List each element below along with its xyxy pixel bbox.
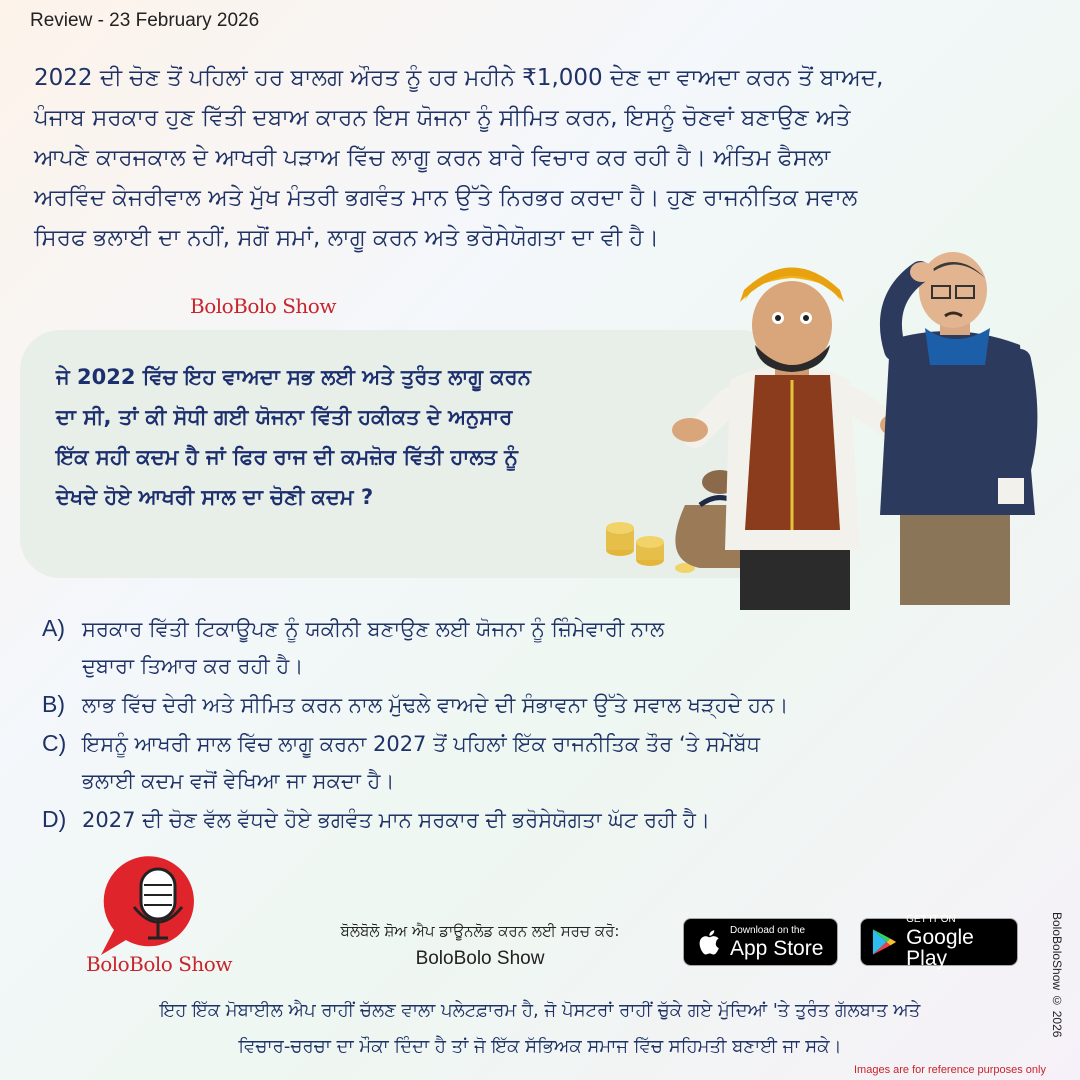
option-d[interactable] <box>42 801 1002 839</box>
question-line: ਦਾ ਸੀ, ਤਾਂ ਕੀ ਸੋਧੀ ਗਈ ਯੋਜਨਾ ਵਿੱਤੀ ਹਕੀਕਤ ਦੇ ਅਨੁਸਾਰ <box>56 405 513 429</box>
option-letter: D) <box>42 806 67 832</box>
option-text: 2027 ਦੀ ਚੋਣ ਵੱਲ ਵੱਧਦੇ ਹੋਏ ਭਗਵੰਤ ਮਾਨ ਸਰਕਾਰ ਦੀ ਭਰੋਸੇਯੋਗਤਾ ਘੱਟ ਰਹੀ ਹੈ। <box>82 808 711 832</box>
question-text <box>56 357 676 517</box>
question-line: ਦੇਖਦੇ ਹੋਏ ਆਖਰੀ ਸਾਲ ਦਾ ਚੋਣੀ ਕਦਮ ? <box>56 485 374 509</box>
search-instruction: ਬੋਲੋਬੋਲੋ ਸ਼ੋਅ ਐਪ ਡਾਊਨਲੋਡ ਕਰਨ ਲਈ ਸਰਚ ਕਰੋ: <box>340 922 620 940</box>
intro-line: 2022 ਦੀ ਚੋਣ ਤੋਂ ਪਹਿਲਾਂ ਹਰ ਬਾਲਗ ਔਰਤ ਨੂੰ ਹਰ ਮਹੀਨੇ ₹1,000 ਦੇਣ ਦਾ ਵਾਅਦਾ ਕਰਨ ਤੋਂ ਬਾਅਦ, <box>34 65 884 91</box>
image-disclaimer: Images are for reference purposes only <box>854 1064 1046 1076</box>
question-line: ਇੱਕ ਸਹੀ ਕਦਮ ਹੈ ਜਾਂ ਫਿਰ ਰਾਜ ਦੀ ਕਮਜ਼ੋਰ ਵਿੱਤੀ ਹਾਲਤ ਨੂੰ <box>56 445 518 469</box>
search-term: BoloBolo Show <box>415 948 545 969</box>
copyright-notice: BoloBoloShow © 2026 <box>1050 912 1064 1038</box>
option-letter: C) <box>42 730 67 756</box>
option-text: ਇਸਨੂੰ ਆਖਰੀ ਸਾਲ ਵਿੱਚ ਲਾਗੂ ਕਰਨਾ 2027 ਤੋਂ ਪਹਿਲਾਂ ਇੱਕ ਰਾਜਨੀਤਿਕ ਤੌਰ ‘ਤੇ ਸਮੇਂਬੱਧ <box>82 732 760 756</box>
google-play-icon <box>871 927 898 957</box>
footer-line: ਇਹ ਇੱਕ ਮੋਬਾਈਲ ਐਪ ਰਾਹੀਂ ਚੱਲਣ ਵਾਲਾ ਪਲੇਟਫ਼ਾਰਮ ਹੈ, ਜੋ ਪੋਸਟਰਾਂ ਰਾਹੀਂ ਚੁੱਕੇ ਗਏ ਮੁੱਦਿਆਂ 'ਤੇ ਤੁਰੰਤ ਗੱਲਬਾਤ ਅਤੇ <box>159 1000 921 1021</box>
option-c[interactable] <box>42 725 1002 800</box>
google-play-label: Google Play <box>906 926 974 970</box>
intro-paragraph <box>34 58 1049 258</box>
logo-wordmark: BoloBolo Show <box>86 952 232 976</box>
option-letter: A) <box>42 615 65 641</box>
option-b[interactable] <box>42 686 1002 724</box>
brand-tag: BoloBolo Show <box>190 294 336 318</box>
option-text-cont: ਦੁਬਾਰਾ ਤਿਆਰ ਕਰ ਰਹੀ ਹੈ। <box>82 654 304 678</box>
option-text-cont: ਭਲਾਈ ਕਦਮ ਵਜੋਂ ਵੇਖਿਆ ਜਾ ਸਕਦਾ ਹੈ। <box>82 769 395 793</box>
caricature-illustration <box>590 250 1060 610</box>
question-line: ਜੇ 2022 ਵਿੱਚ ਇਹ ਵਾਅਦਾ ਸਭ ਲਈ ਅਤੇ ਤੁਰੰਤ ਲਾਗੂ ਕਰਨ <box>56 365 531 389</box>
post-date: Review - 23 February 2026 <box>30 10 260 31</box>
platform-description <box>70 993 1010 1065</box>
intro-line: ਆਪਣੇ ਕਾਰਜਕਾਲ ਦੇ ਆਖਰੀ ਪੜਾਅ ਵਿੱਚ ਲਾਗੂ ਕਰਨ ਬਾਰੇ ਵਿਚਾਰ ਕਰ ਰਹੀ ਹੈ। ਅੰਤਿਮ ਫੈਸਲਾ <box>34 145 831 171</box>
footer-line: ਵਿਚਾਰ-ਚਰਚਾ ਦਾ ਮੌਕਾ ਦਿੰਦਾ ਹੈ ਤਾਂ ਜੋ ਇੱਕ ਸੱਭਿਅਕ ਸਮਾਜ ਵਿੱਚ ਸਹਿਮਤੀ ਬਣਾਈ ਜਾ ਸਕੇ। <box>238 1036 842 1057</box>
intro-line: ਅਰਵਿੰਦ ਕੇਜਰੀਵਾਲ ਅਤੇ ਮੁੱਖ ਮੰਤਰੀ ਭਗਵੰਤ ਮਾਨ ਉੱਤੇ ਨਿਰਭਰ ਕਰਦਾ ਹੈ। ਹੁਣ ਰਾਜਨੀਤਿਕ ਸਵਾਲ <box>34 185 858 211</box>
app-store-small-label: Download on the <box>730 924 806 936</box>
answer-options <box>42 610 1002 840</box>
figure-right <box>880 252 1035 605</box>
google-play-button[interactable] <box>860 914 1018 970</box>
apple-icon <box>696 927 722 957</box>
option-a[interactable] <box>42 610 1002 685</box>
option-letter: B) <box>42 691 65 717</box>
intro-line: ਪੰਜਾਬ ਸਰਕਾਰ ਹੁਣ ਵਿੱਤੀ ਦਬਾਅ ਕਾਰਨ ਇਸ ਯੋਜਨਾ ਨੂੰ ਸੀਮਿਤ ਕਰਨ, ਇਸਨੂੰ ਚੋਣਵਾਂ ਬਣਾਉਣ ਅਤੇ <box>34 105 851 131</box>
google-play-small-label: GET IT ON <box>906 914 956 925</box>
intro-line: ਸਿਰਫ ਭਲਾਈ ਦਾ ਨਹੀਂ, ਸਗੋਂ ਸਮਾਂ, ਲਾਗੂ ਕਰਨ ਅਤੇ ਭਰੋਸੇਯੋਗਤਾ ਦਾ ਵੀ ਹੈ। <box>34 225 660 251</box>
app-store-button[interactable] <box>683 918 838 966</box>
option-text: ਲਾਭ ਵਿੱਚ ਦੇਰੀ ਅਤੇ ਸੀਮਿਤ ਕਰਨ ਨਾਲ ਮੁੱਢਲੇ ਵਾਅਦੇ ਦੀ ਸੰਭਾਵਨਾ ਉੱਤੇ ਸਵਾਲ ਖੜ੍ਹਦੇ ਹਨ। <box>82 693 789 717</box>
option-text: ਸਰਕਾਰ ਵਿੱਤੀ ਟਿਕਾਊਪਣ ਨੂੰ ਯਕੀਨੀ ਬਣਾਉਣ ਲਈ ਯੋਜਨਾ ਨੂੰ ਜ਼ਿੰਮੇਵਾਰੀ ਨਾਲ <box>82 617 665 641</box>
app-store-label: App Store <box>730 936 824 960</box>
